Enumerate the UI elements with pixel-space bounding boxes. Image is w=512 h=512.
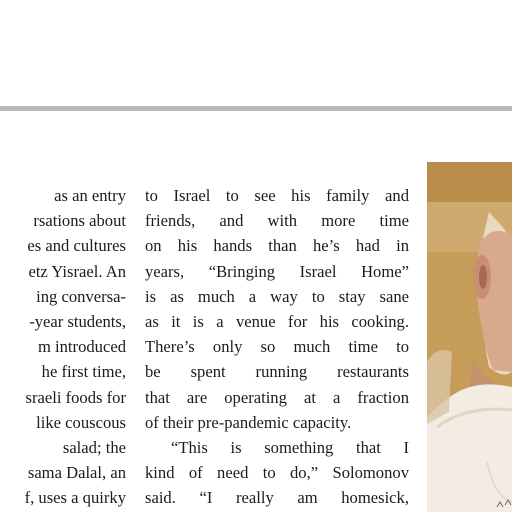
middle-line-8: be spent running restaurants (145, 362, 409, 382)
left-line-12: sama Dalal, an (27, 463, 126, 483)
left-line-10: like couscous (36, 412, 126, 432)
middle-text-column (145, 183, 409, 510)
section-divider-rule (0, 106, 512, 111)
left-line-5: ing conversa- (36, 286, 126, 306)
middle-line-7: There’s only so much time to (145, 337, 409, 357)
middle-line-4: years, “Bringing Israel Home” (145, 261, 409, 281)
left-line-7: m introduced (37, 337, 126, 357)
middle-line-5: is as much a way to stay sane (145, 286, 409, 306)
portrait-photo (427, 162, 512, 512)
left-line-9: sraeli foods for (25, 387, 126, 407)
left-line-3: es and cultures (27, 236, 126, 256)
left-line-6: -year students, (29, 311, 126, 331)
middle-line-12: kind of need to do,” Solomonov (145, 463, 409, 483)
left-line-2: rsations about (33, 211, 126, 231)
middle-line-6: as it is a venue for his cooking. (145, 311, 409, 331)
left-line-13: f, uses a quirky (24, 488, 126, 508)
left-text-column (0, 183, 126, 510)
middle-line-11: “This is something that I (171, 437, 409, 457)
middle-line-9: that are operating at a fraction (145, 387, 409, 407)
middle-line-3: on his hands than he’s had in (145, 236, 409, 256)
left-line-4: etz Yisrael. An (28, 261, 126, 281)
middle-line-10: of their pre-pandemic capacity. (145, 412, 352, 432)
middle-line-2: friends, and with more time (145, 211, 409, 231)
middle-line-13: said. “I really am homesick, (145, 488, 409, 508)
left-line-8: he first time, (41, 362, 126, 382)
portrait-illustration (427, 162, 512, 512)
middle-line-1: to Israel to see his family and (145, 186, 409, 205)
left-line-11: salad; the (62, 437, 126, 457)
left-line-1: as an entry (54, 186, 126, 205)
